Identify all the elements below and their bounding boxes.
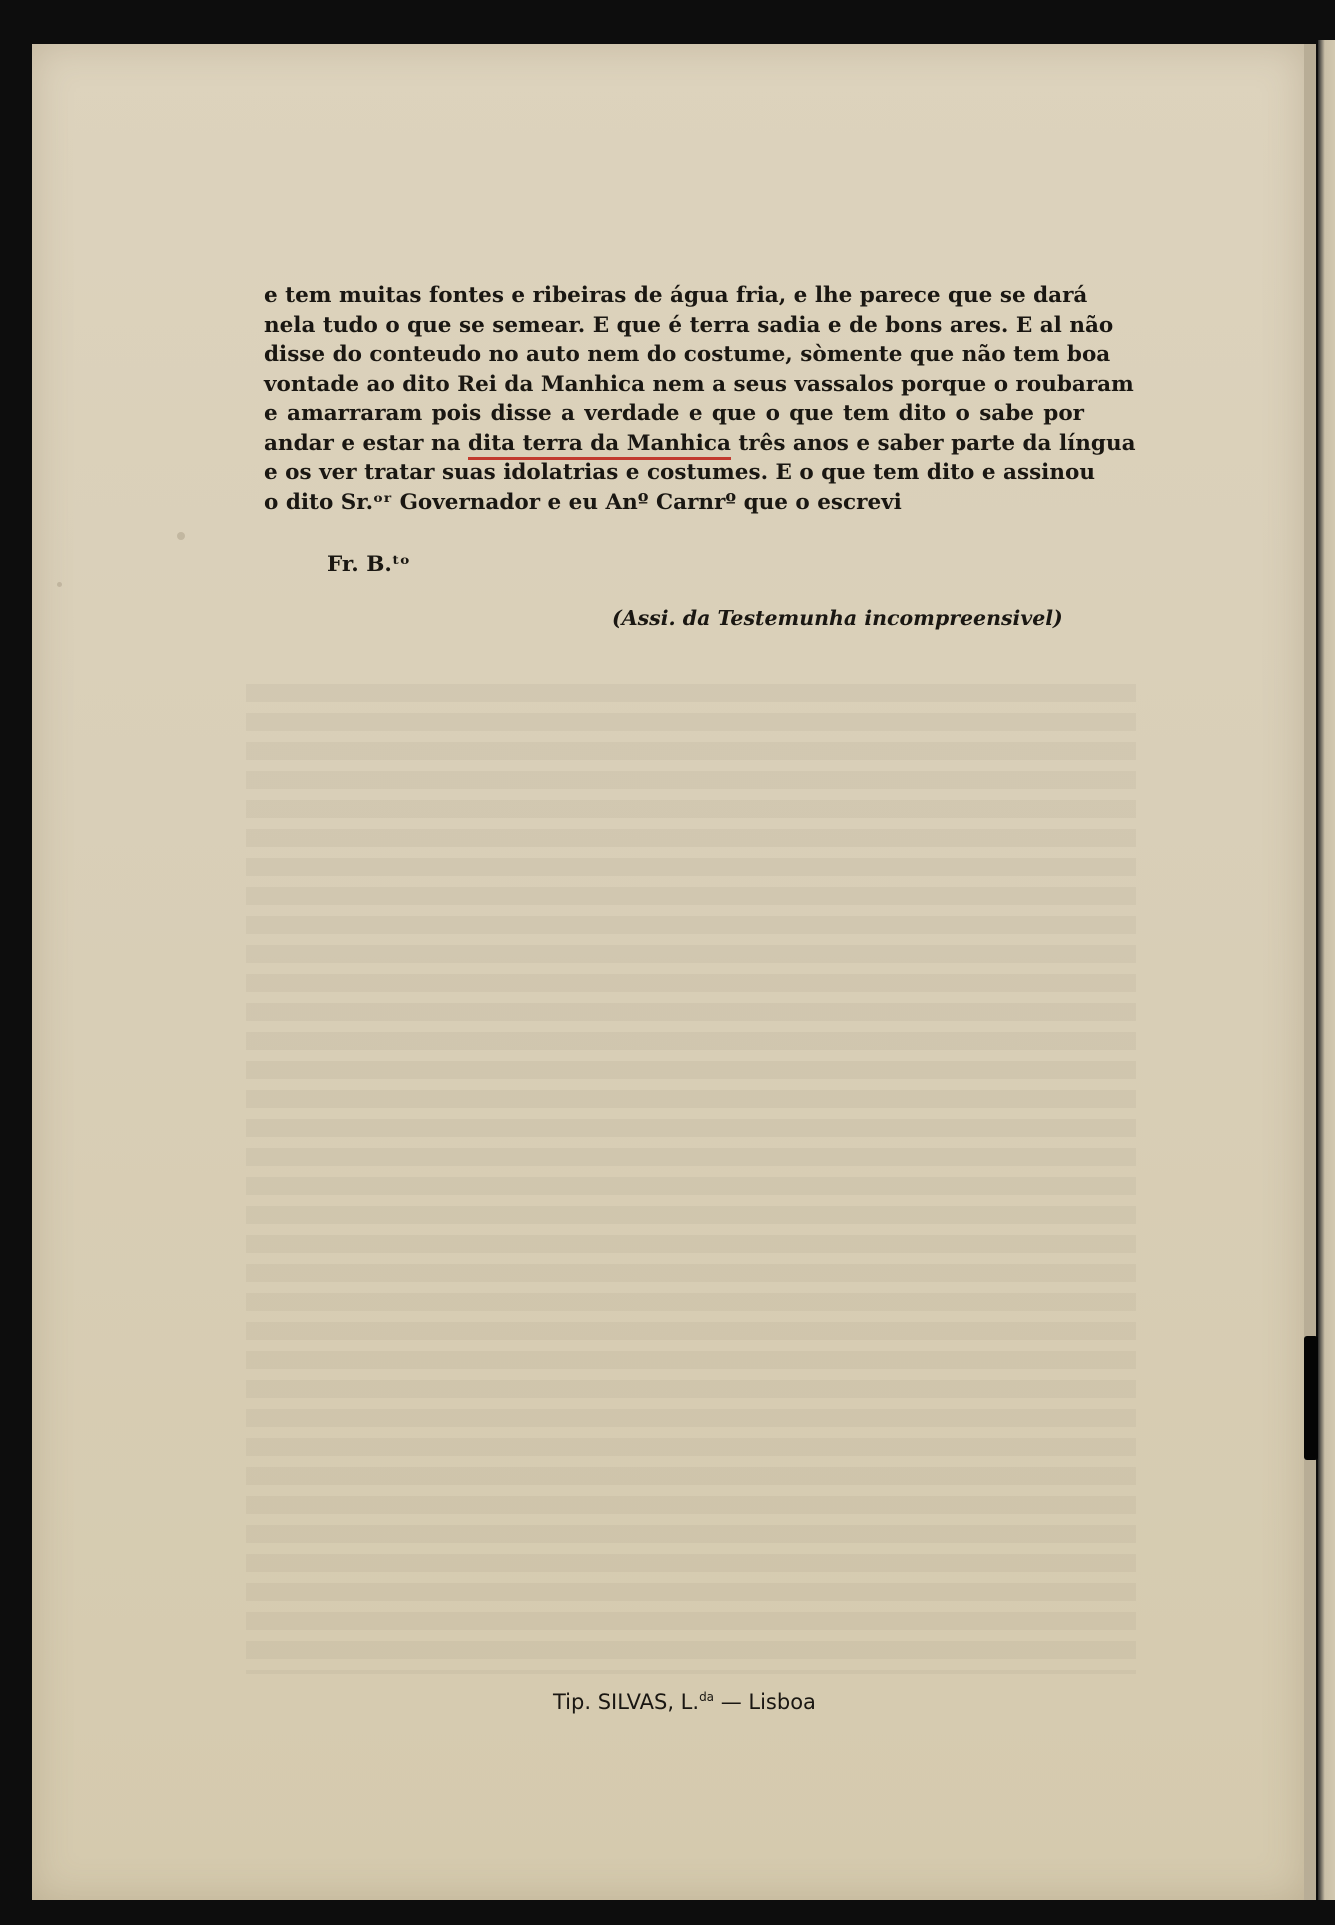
stain-mark xyxy=(177,532,185,540)
imprint-prefix: Tip. SILVAS, L. xyxy=(553,1690,700,1714)
signature: Fr. B.ᵗᵒ xyxy=(327,552,410,577)
testimony-text xyxy=(264,281,1136,517)
text-line: e os ver tratar suas idolatrias e costumes. E o que tem dito e assinou xyxy=(264,460,1095,485)
underlined-phrase: dita terra da Manhica xyxy=(468,431,731,460)
page-edge xyxy=(1304,44,1316,1900)
printer-imprint xyxy=(553,1690,816,1714)
binding-clip xyxy=(1304,1336,1318,1460)
text-fragment: andar e estar na xyxy=(264,430,469,456)
bleed-through-text xyxy=(246,684,1136,1674)
text-line-underlined xyxy=(264,429,1136,459)
imprint-suffix: — Lisboa xyxy=(714,1690,816,1714)
imprint-superscript: da xyxy=(699,1690,715,1704)
text-line: e tem muitas fontes e ribeiras de água fria, e lhe parece que se dará xyxy=(264,283,1088,308)
text-line: disse do conteudo no auto nem do costume, sòmente que não tem boa xyxy=(264,342,1111,367)
text-line: vontade ao dito Rei da Manhica nem a seus vassalos porque o roubaram xyxy=(264,371,1134,397)
stain-mark xyxy=(57,582,62,587)
next-page-edge xyxy=(1318,40,1335,1900)
text-line: e amarraram pois disse a verdade e que o que tem dito o sabe por xyxy=(264,401,1084,426)
witness-note: (Assi. da Testemunha incompreensivel) xyxy=(612,606,1063,630)
text-line: o dito Sr.ᵒʳ Governador e eu Anº Carnrº que o escrevi xyxy=(264,489,902,515)
text-fragment: três anos e saber parte da língua xyxy=(730,430,1136,456)
text-line: nela tudo o que se semear. E que é terra sadia e de bons ares. E al não xyxy=(264,312,1114,338)
